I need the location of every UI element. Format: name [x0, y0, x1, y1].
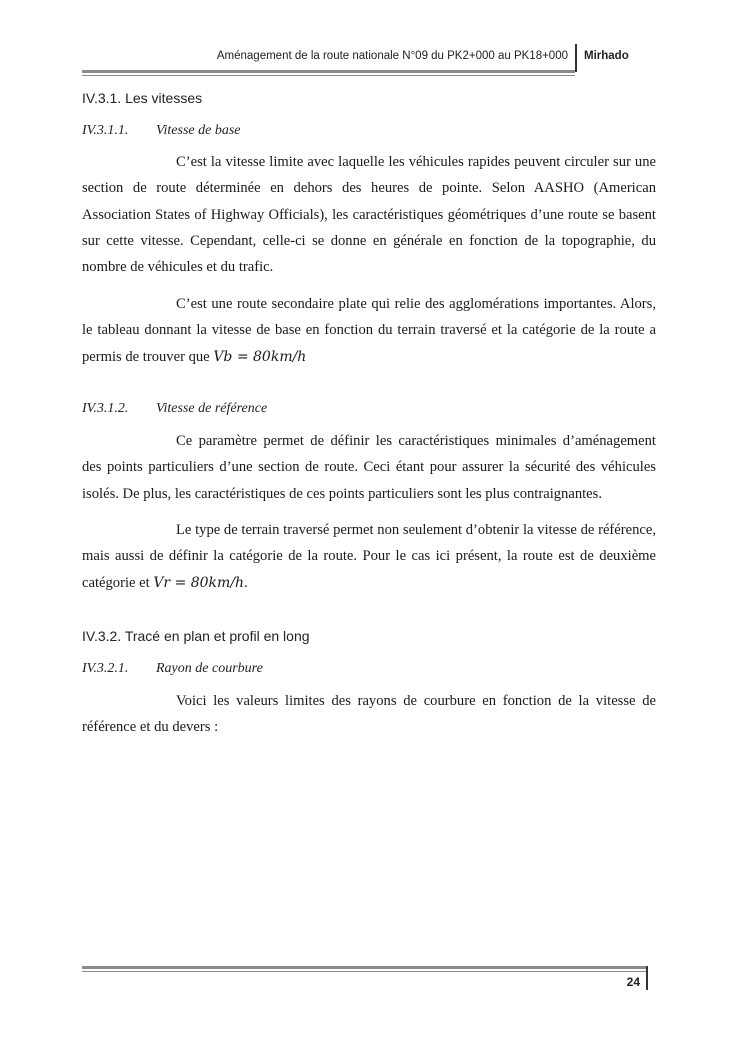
- section-heading-trace: IV.3.2. Tracé en plan et profil en long: [82, 628, 310, 644]
- subsection-heading-rayon-de-courbure: [82, 661, 263, 677]
- paragraph-vitesse-de-base-1: C’est la vitesse limite avec laquelle les véhicules rapides peuvent circuler sur une section de route déterminée en dehors des heures de pointe. Selon AASHO (American Association States of Highway Officials), les caractéristiques géométriques d’une route se basent sur cette vitesse. Cependant, celle-ci se donne en générale en fonction de la topographie, du nombre de véhicules et du trafic.: [82, 154, 656, 276]
- subsection-title: Vitesse de base: [156, 123, 241, 138]
- subsection-heading-vitesse-de-reference: [82, 401, 267, 417]
- paragraph-text: Le type de terrain traversé permet non seulement d’obtenir la vitesse de référence, mais aussi de définir la catégorie de la route. Pour le cas ici présent, la route est de deuxième catégorie et: [82, 522, 656, 591]
- subsection-title: Rayon de courbure: [156, 661, 263, 676]
- subsection-number: IV.3.1.1.: [82, 123, 129, 138]
- subsection-title: Vitesse de référence: [156, 401, 268, 416]
- header-rule-thin: [82, 75, 575, 76]
- subsection-heading-vitesse-de-base: [82, 123, 241, 139]
- paragraph-text: C’est une route secondaire plate qui relie des agglomérations importantes. Alors, le tableau donnant la vitesse de base en fonction du terrain traversé et la catégorie de la route a permis de trouver que: [82, 296, 656, 365]
- footer-rule-thin: [82, 971, 648, 972]
- running-header-author: Mirhado: [584, 50, 629, 62]
- paragraph-vitesse-de-reference-1: Ce paramètre permet de définir les caractéristiques minimales d’aménagement des points particuliers d’une section de route. Ceci étant pour assurer la sécurité des véhicules isolés. De plus, les caractéristiques de ces points particuliers sont les plus contraignantes.: [82, 433, 656, 502]
- section-heading-vitesses: IV.3.1. Les vitesses: [82, 90, 203, 106]
- paragraph-end: .: [244, 574, 248, 591]
- paragraph-vitesse-de-base-2: [82, 291, 656, 370]
- page-number: 24: [626, 975, 640, 989]
- paragraph-rayon-de-courbure: Voici les valeurs limites des rayons de courbure en fonction de la vitesse de référence et du devers :: [82, 693, 656, 736]
- footer-rule: [82, 966, 648, 969]
- subsection-number: IV.3.2.1.: [82, 661, 129, 676]
- header-divider: [575, 44, 577, 72]
- running-header-title: Aménagement de la route nationale N°09 du PK2+000 au PK18+000: [216, 50, 568, 62]
- subsection-number: IV.3.1.2.: [82, 401, 129, 416]
- equation-vb: Vb = 80km/h: [213, 348, 307, 365]
- paragraph-vitesse-de-reference-2: [82, 517, 656, 596]
- footer-divider: [646, 966, 648, 990]
- header-rule: [82, 70, 575, 73]
- equation-vr: Vr = 80km/h: [153, 574, 245, 591]
